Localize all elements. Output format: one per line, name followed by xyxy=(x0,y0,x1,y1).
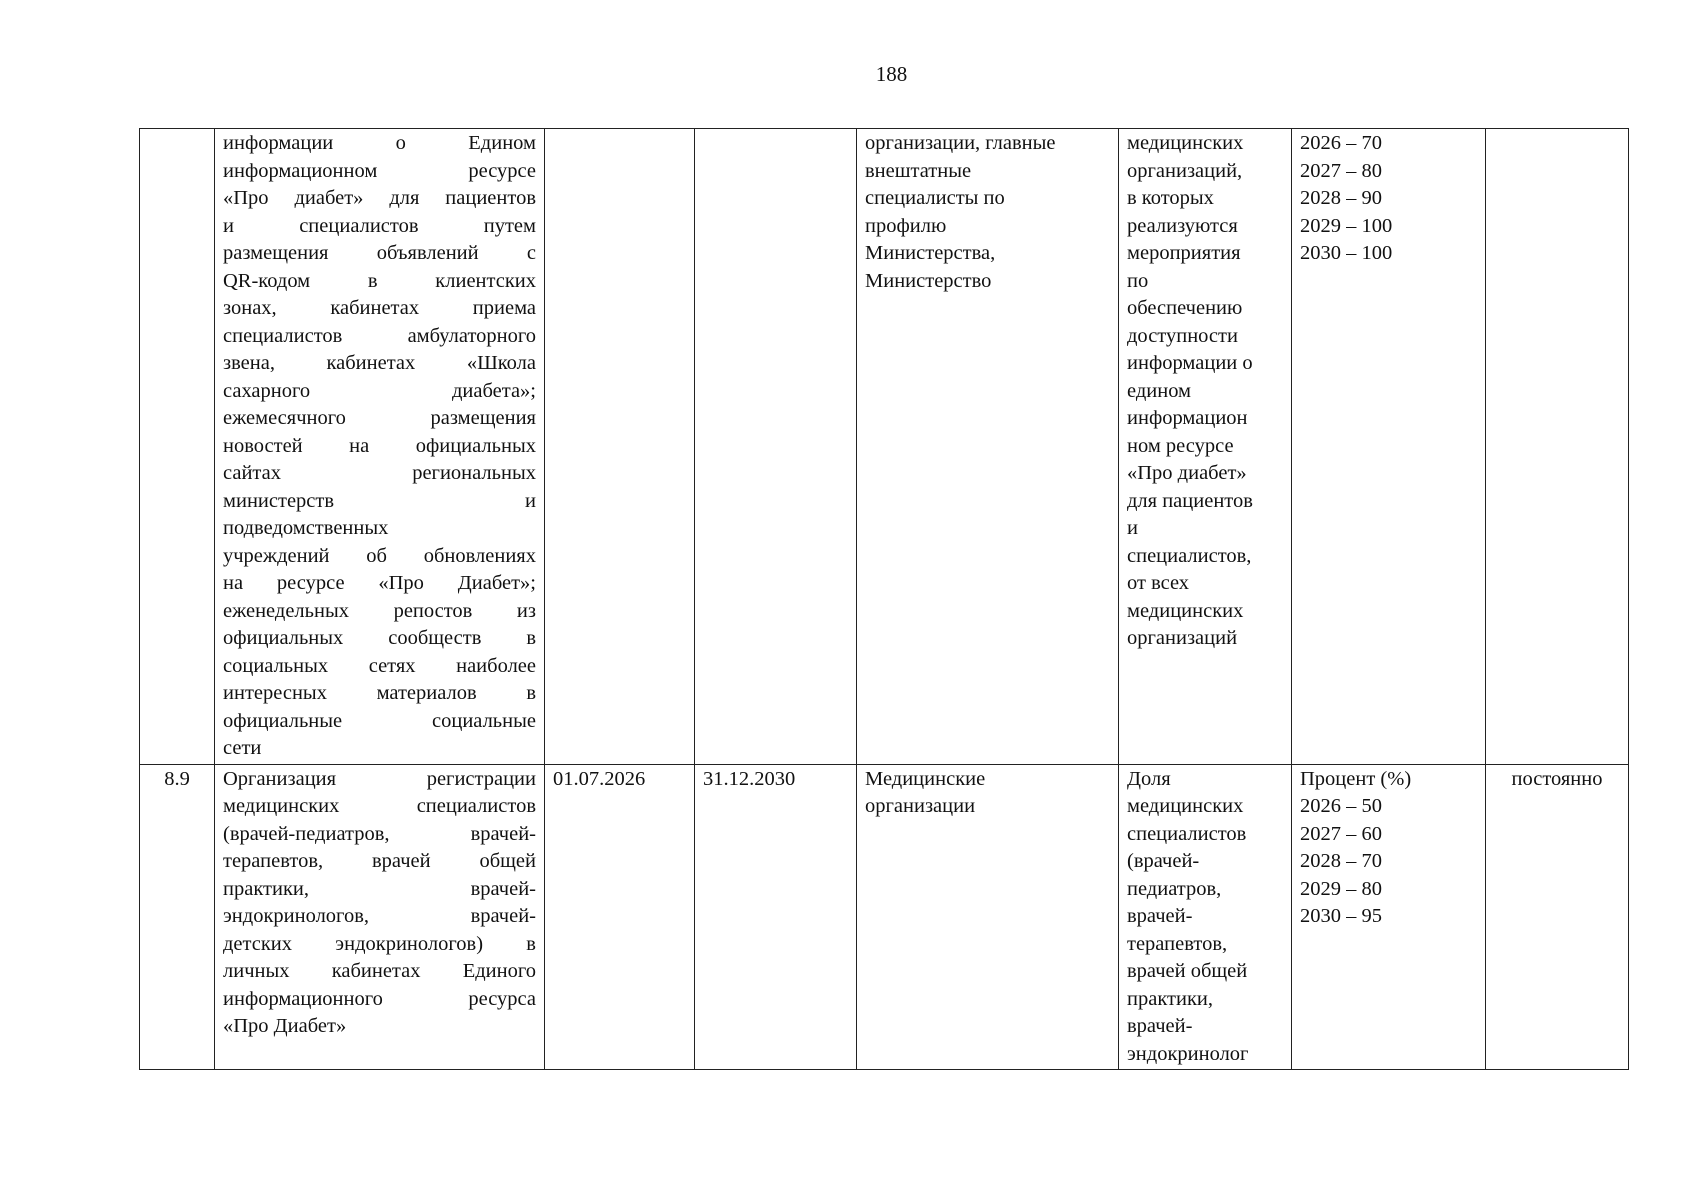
description-line: детских эндокринологов) в xyxy=(223,932,536,955)
description-cell xyxy=(215,764,545,1070)
indicator-line: ном ресурсе xyxy=(1127,434,1234,457)
indicator-line: практики, xyxy=(1127,987,1213,1010)
description-line: информационного ресурса xyxy=(223,987,536,1010)
description-line: официальные социальные xyxy=(223,709,536,732)
value-line: 2026 – 70 xyxy=(1300,132,1382,154)
indicator-line: информации о xyxy=(1127,352,1253,374)
indicator-line: медицинских xyxy=(1127,599,1244,622)
start-date-cell xyxy=(545,129,695,765)
description-line: «Про Диабет» xyxy=(223,1015,347,1037)
row-number-cell xyxy=(140,129,215,765)
value-line: 2029 – 80 xyxy=(1300,877,1382,900)
value-line: 2027 – 80 xyxy=(1300,159,1382,182)
description-cell xyxy=(215,129,545,765)
description-line: министерств и xyxy=(223,489,536,512)
description-line: медицинских специалистов xyxy=(223,795,536,817)
indicator-line: (врачей- xyxy=(1127,850,1200,872)
description-line: на ресурсе «Про Диабет»; xyxy=(223,572,536,594)
indicator-line: терапевтов, xyxy=(1127,932,1228,955)
value-line: 2028 – 90 xyxy=(1300,187,1382,209)
responsible-line: Министерства, xyxy=(865,242,996,264)
indicator-line: реализуются xyxy=(1127,214,1238,237)
start-date: 01.07.2026 xyxy=(553,767,646,790)
value-line: Процент (%) xyxy=(1300,767,1412,790)
description-line: терапевтов, врачей общей xyxy=(223,850,536,872)
indicator-line: «Про диабет» xyxy=(1127,462,1247,484)
responsible-cell xyxy=(857,129,1119,765)
indicator-line: для пациентов xyxy=(1127,489,1253,512)
periodicity-cell xyxy=(1486,129,1629,765)
end-date-cell xyxy=(695,764,857,1070)
responsible-line: профилю xyxy=(865,214,947,237)
indicator-line: информацион xyxy=(1127,407,1248,429)
description-line: Организация регистрации xyxy=(223,767,536,790)
description-line: информации о Едином xyxy=(223,132,536,154)
value-line: 2026 – 50 xyxy=(1300,795,1382,817)
description-line: «Про диабет» для пациентов xyxy=(223,187,536,209)
indicator-cell xyxy=(1119,764,1292,1070)
description-line: личных кабинетах Единого xyxy=(223,960,536,982)
end-date-cell xyxy=(695,129,857,765)
indicator-line: и xyxy=(1127,517,1138,539)
responsible-line: организации xyxy=(865,795,976,817)
responsible-line: внештатные xyxy=(865,159,972,182)
indicator-line: эндокринолог xyxy=(1127,1042,1249,1065)
description-line: подведомственных xyxy=(223,517,389,539)
indicator-line: специалистов, xyxy=(1127,544,1252,567)
description-line: QR-кодом в клиентских xyxy=(223,269,536,292)
description-line: и специалистов путем xyxy=(223,214,536,237)
indicator-line: медицинских xyxy=(1127,795,1244,817)
description-line: размещения объявлений с xyxy=(223,242,536,264)
description-line: зонах, кабинетах приема xyxy=(223,297,536,319)
responsible-line: специалисты по xyxy=(865,187,1005,209)
value-line: 2027 – 60 xyxy=(1300,822,1382,845)
indicator-line: педиатров, xyxy=(1127,877,1222,900)
description-line: практики, врачей- xyxy=(223,877,536,900)
indicator-line: доступности xyxy=(1127,324,1238,347)
start-date-cell xyxy=(545,764,695,1070)
responsible-line: Медицинские xyxy=(865,767,986,790)
indicator-line: врачей- xyxy=(1127,905,1193,927)
indicator-line: организаций, xyxy=(1127,159,1243,182)
row-number: 8.9 xyxy=(164,767,190,790)
indicator-line: Доля xyxy=(1127,767,1171,790)
responsible-line: организации, главные xyxy=(865,132,1056,154)
indicator-line: медицинских xyxy=(1127,132,1244,154)
periodicity: постоянно xyxy=(1511,767,1603,790)
description-line: эндокринологов, врачей- xyxy=(223,905,536,927)
table-row xyxy=(140,129,1629,765)
value-line: 2028 – 70 xyxy=(1300,850,1382,872)
description-line: учреждений об обновлениях xyxy=(223,544,536,567)
page-number: 188 xyxy=(875,62,908,86)
indicator-line: в которых xyxy=(1127,187,1214,209)
indicator-line: врачей- xyxy=(1127,1015,1193,1037)
indicator-line: мероприятия xyxy=(1127,242,1241,264)
value-line: 2030 – 95 xyxy=(1300,905,1382,927)
value-line: 2030 – 100 xyxy=(1300,242,1393,264)
description-line: социальных сетях наиболее xyxy=(223,654,536,677)
description-line: информационном ресурсе xyxy=(223,159,536,182)
indicator-line: от всех xyxy=(1127,572,1190,594)
indicator-line: организаций xyxy=(1127,627,1238,649)
description-line: еженедельных репостов из xyxy=(223,599,536,622)
description-line: новостей на официальных xyxy=(223,434,536,457)
description-line: сахарного диабета»; xyxy=(223,379,536,402)
values-cell xyxy=(1292,129,1486,765)
responsible-cell xyxy=(857,764,1119,1070)
description-line: (врачей-педиатров, врачей- xyxy=(223,822,536,845)
description-line: сайтах региональных xyxy=(223,462,536,484)
description-line: специалистов амбулаторного xyxy=(223,324,536,347)
responsible-line: Министерство xyxy=(865,269,992,292)
description-line: ежемесячного размещения xyxy=(223,407,536,429)
plan-table xyxy=(139,128,1629,1070)
indicator-line: едином xyxy=(1127,379,1192,402)
description-line: звена, кабинетах «Школа xyxy=(223,352,536,374)
indicator-line: врачей общей xyxy=(1127,960,1248,982)
description-line: официальных сообществ в xyxy=(223,627,536,649)
table-row xyxy=(140,764,1629,1070)
values-cell xyxy=(1292,764,1486,1070)
periodicity-cell xyxy=(1486,764,1629,1070)
end-date: 31.12.2030 xyxy=(703,767,796,790)
indicator-line: специалистов xyxy=(1127,822,1247,845)
indicator-line: обеспечению xyxy=(1127,297,1243,319)
value-line: 2029 – 100 xyxy=(1300,214,1393,237)
indicator-line: по xyxy=(1127,269,1149,292)
description-line: сети xyxy=(223,737,262,759)
description-line: интересных материалов в xyxy=(223,682,536,704)
indicator-cell xyxy=(1119,129,1292,765)
row-number-cell xyxy=(140,764,215,1070)
